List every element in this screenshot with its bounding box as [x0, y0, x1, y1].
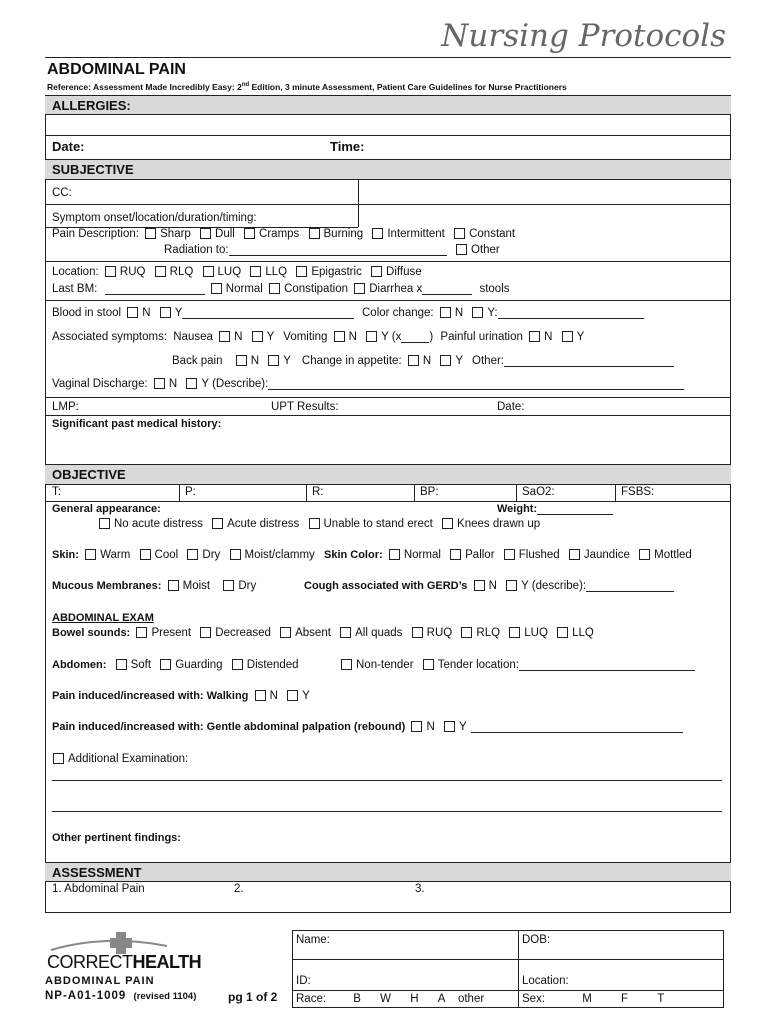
dull-checkbox[interactable] — [200, 228, 211, 239]
mucous-row — [52, 580, 256, 592]
walking-n-checkbox[interactable] — [255, 690, 266, 701]
appetite-n-checkbox[interactable] — [408, 355, 419, 366]
patient-name-label[interactable]: Name: — [296, 934, 330, 946]
onset-label: Symptom onset/location/duration/timing: — [52, 212, 257, 224]
tender-location-checkbox[interactable] — [423, 659, 434, 670]
decreased-label: Decreased — [215, 627, 271, 639]
cc-label: CC: — [52, 187, 72, 199]
reference — [47, 82, 567, 92]
luq-checkbox[interactable] — [203, 266, 214, 277]
walking-y-label: Y — [302, 690, 310, 702]
assessment-item-1: 1. Abdominal Pain — [52, 883, 145, 895]
patient-box-rule-2 — [292, 990, 724, 991]
vitals-rule — [45, 501, 731, 502]
absent-label: Absent — [295, 627, 331, 639]
nausea-n-checkbox[interactable] — [219, 331, 230, 342]
tender-location-label: Tender location: — [437, 659, 519, 671]
stools-label: stools — [479, 283, 510, 295]
upt-label: UPT Results: — [271, 401, 339, 413]
patient-location-label[interactable]: Location: — [522, 975, 569, 987]
back-pain-row — [172, 355, 674, 367]
weight-row — [497, 503, 613, 515]
all-quads-checkbox[interactable] — [340, 627, 351, 638]
nausea-label: Nausea — [173, 331, 213, 343]
race-w[interactable]: W — [380, 993, 391, 1005]
sex-row — [522, 993, 664, 1005]
appetite-other-label: Other: — [472, 355, 505, 367]
appetite-other-field[interactable] — [504, 366, 674, 367]
back-y-label: Y — [283, 355, 291, 367]
time-label: Time: — [330, 139, 365, 154]
vital-divider-2 — [306, 485, 307, 501]
tender-location-field[interactable] — [519, 670, 695, 671]
vital-fsbs: FSBS: — [621, 486, 655, 498]
palpation-row — [52, 721, 683, 733]
diarrhea-label: Diarrhea x — [369, 283, 423, 295]
subjective-title: SUBJECTIVE — [52, 162, 134, 177]
location-row — [52, 266, 422, 278]
palpation-field[interactable] — [471, 732, 683, 733]
blood-stool-row — [52, 307, 354, 319]
dry-skin-label: Dry — [202, 549, 221, 561]
reference-sup: nd — [241, 82, 250, 89]
unable-stand-checkbox[interactable] — [309, 518, 320, 529]
absent-checkbox[interactable] — [280, 627, 291, 638]
diarrhea-checkbox[interactable] — [354, 283, 365, 294]
blood-n-label: N — [142, 307, 151, 319]
epigastric-label: Epigastric — [311, 266, 362, 278]
walking-row — [52, 690, 310, 702]
vaginal-rule — [45, 397, 731, 398]
sex-f[interactable]: F — [621, 993, 629, 1005]
race-other[interactable]: other — [457, 993, 485, 1005]
last-bm-row — [52, 283, 510, 295]
constipation-label: Constipation — [284, 283, 348, 295]
walking-y-checkbox[interactable] — [287, 690, 298, 701]
palpation-n-label: N — [426, 721, 435, 733]
assessment-header — [45, 862, 731, 882]
diffuse-label: Diffuse — [386, 266, 422, 278]
blood-y-field[interactable] — [182, 318, 354, 319]
rlq-checkbox[interactable] — [155, 266, 166, 277]
footer-doc-code: NP-A01-1009 — [45, 990, 127, 1002]
vaginal-y-checkbox[interactable] — [186, 378, 197, 389]
back-pain-label: Back pain — [172, 355, 223, 367]
vital-divider-4 — [516, 485, 517, 501]
vaginal-label: Vaginal Discharge: — [52, 378, 148, 390]
cool-checkbox[interactable] — [140, 549, 151, 560]
bowel-label: Bowel sounds: — [52, 627, 131, 639]
palpation-y-checkbox[interactable] — [444, 721, 455, 732]
epigastric-checkbox[interactable] — [296, 266, 307, 277]
moist-mucous-label: Moist — [182, 580, 211, 592]
present-label: Present — [151, 627, 192, 639]
bowel-row — [52, 627, 594, 639]
decreased-checkbox[interactable] — [200, 627, 211, 638]
distended-label: Distended — [246, 659, 299, 671]
color-n-checkbox[interactable] — [440, 307, 451, 318]
assessment-item-3: 3. — [415, 883, 425, 895]
flushed-label: Flushed — [518, 549, 560, 561]
urination-y-checkbox[interactable] — [562, 331, 573, 342]
back-n-label: N — [250, 355, 260, 367]
back-n-checkbox[interactable] — [236, 355, 247, 366]
knees-drawn-label: Knees drawn up — [457, 518, 541, 530]
unable-stand-label: Unable to stand erect — [323, 518, 433, 530]
intermittent-checkbox[interactable] — [372, 228, 383, 239]
associated-row — [52, 331, 584, 343]
footer-page: pg 1 of 2 — [228, 990, 278, 1004]
assessment-item-2: 2. — [234, 883, 244, 895]
last-bm-label: Last BM: — [52, 283, 98, 295]
normal-bm-label: Normal — [225, 283, 263, 295]
blood-n-checkbox[interactable] — [127, 307, 138, 318]
cough-n-checkbox[interactable] — [474, 580, 485, 591]
associated-label: Associated symptoms: — [52, 331, 168, 343]
jaundice-label: Jaundice — [583, 549, 630, 561]
cough-label: Cough associated with GERD’s — [304, 580, 468, 592]
pallor-label: Pallor — [465, 549, 495, 561]
other-findings-label: Other pertinent findings: — [52, 832, 181, 844]
vital-bp: BP: — [420, 486, 439, 498]
allergies-header — [45, 95, 731, 115]
radiation-field[interactable] — [229, 255, 447, 256]
mottled-label: Mottled — [654, 549, 692, 561]
vaginal-describe-field[interactable] — [268, 389, 684, 390]
vital-t: T: — [52, 486, 61, 498]
sharp-checkbox[interactable] — [145, 228, 156, 239]
knees-drawn-checkbox[interactable] — [442, 518, 453, 529]
skin-label: Skin: — [52, 549, 79, 561]
bowel-luq-label: LUQ — [524, 627, 548, 639]
additional-line-1[interactable] — [52, 780, 722, 781]
acute-distress-checkbox[interactable] — [212, 518, 223, 529]
moist-clammy-label: Moist/clammy — [244, 549, 315, 561]
luq-label: LUQ — [217, 266, 242, 278]
jaundice-checkbox[interactable] — [569, 549, 580, 560]
color-y-checkbox[interactable] — [472, 307, 483, 318]
bowel-llq-checkbox[interactable] — [557, 627, 568, 638]
non-tender-label: Non-tender — [356, 659, 414, 671]
abdominal-exam-title: ABDOMINAL EXAM — [52, 612, 154, 624]
dry-mucous-label: Dry — [238, 580, 257, 592]
weight-label: Weight: — [497, 503, 538, 515]
cough-n-label: N — [488, 580, 497, 592]
general-appearance-label: General appearance: — [52, 503, 161, 515]
blood-stool-label: Blood in stool — [52, 307, 122, 319]
walking-n-label: N — [269, 690, 278, 702]
brand-title: Nursing Protocols — [441, 18, 726, 54]
normal-color-checkbox[interactable] — [389, 549, 400, 560]
skin-color-label: Skin Color: — [323, 549, 383, 561]
acute-distress-label: Acute distress — [227, 518, 300, 530]
vaginal-n-label: N — [168, 378, 178, 390]
patient-dob-label[interactable]: DOB: — [522, 934, 551, 946]
reference-post: Edition, 3 minute Assessment, Patient Care Guidelines for Nurse Practitioners — [249, 82, 567, 92]
no-acute-distress-checkbox[interactable] — [99, 518, 110, 529]
race-h[interactable]: H — [410, 993, 419, 1005]
objective-header — [45, 464, 731, 485]
race-a[interactable]: A — [437, 993, 445, 1005]
urination-y-label: Y — [576, 331, 585, 343]
header-rule — [45, 57, 731, 58]
pallor-checkbox[interactable] — [450, 549, 461, 560]
appetite-label: Change in appetite: — [301, 355, 402, 367]
vaginal-row — [52, 378, 684, 390]
patient-box-divider — [518, 930, 519, 1008]
color-n-label: N — [454, 307, 464, 319]
moist-clammy-checkbox[interactable] — [230, 549, 241, 560]
walking-label: Pain induced/increased with: Walking — [52, 690, 249, 702]
vital-divider-5 — [615, 485, 616, 501]
location-label: Location: — [52, 266, 99, 278]
other-label: Other — [471, 244, 500, 256]
patient-id-label[interactable]: ID: — [296, 975, 311, 987]
cough-row — [304, 580, 674, 592]
constant-checkbox[interactable] — [454, 228, 465, 239]
vomiting-y-label: Y (x — [381, 331, 402, 343]
vital-sao2: SaO2: — [522, 486, 555, 498]
assessment-title: ASSESSMENT — [52, 865, 142, 880]
guarding-label: Guarding — [175, 659, 223, 671]
diffuse-checkbox[interactable] — [371, 266, 382, 277]
cool-label: Cool — [154, 549, 179, 561]
logo-text — [47, 952, 201, 973]
bowel-llq-label: LLQ — [572, 627, 594, 639]
pain-rule — [45, 261, 731, 262]
skin-row — [52, 549, 692, 561]
color-y-field[interactable] — [498, 318, 644, 319]
last-bm-field[interactable] — [105, 294, 205, 295]
bowel-rlq-checkbox[interactable] — [461, 627, 472, 638]
intermittent-label: Intermittent — [387, 228, 445, 240]
diarrhea-count-field[interactable] — [422, 294, 472, 295]
race-label: Race: — [296, 993, 327, 1005]
dry-skin-checkbox[interactable] — [187, 549, 198, 560]
vomiting-y-close: ) — [429, 331, 434, 343]
llq-checkbox[interactable] — [250, 266, 261, 277]
additional-line-2[interactable] — [52, 811, 722, 812]
llq-label: LLQ — [265, 266, 288, 278]
mucous-label: Mucous Membranes: — [52, 580, 162, 592]
cc-rule — [45, 204, 731, 205]
nausea-y-checkbox[interactable] — [252, 331, 263, 342]
footer-doc-name: ABDOMINAL PAIN — [45, 975, 155, 987]
normal-color-label: Normal — [403, 549, 441, 561]
nausea-y-label: Y — [266, 331, 275, 343]
lmp-label: LMP: — [52, 401, 79, 413]
non-tender-checkbox[interactable] — [341, 659, 352, 670]
burning-checkbox[interactable] — [309, 228, 320, 239]
allergies-rule — [45, 135, 731, 136]
vomiting-n-checkbox[interactable] — [334, 331, 345, 342]
bowel-ruq-label: RUQ — [426, 627, 453, 639]
upt-date-label: Date: — [497, 401, 525, 413]
vomiting-count-field[interactable] — [401, 342, 429, 343]
sex-t[interactable]: T — [657, 993, 665, 1005]
race-row — [296, 993, 484, 1005]
all-quads-label: All quads — [355, 627, 403, 639]
race-b[interactable]: B — [353, 993, 361, 1005]
tender-row — [338, 659, 695, 671]
vomiting-y-checkbox[interactable] — [366, 331, 377, 342]
appetite-n-label: N — [422, 355, 432, 367]
urination-label: Painful urination — [440, 331, 523, 343]
objective-title: OBJECTIVE — [52, 467, 126, 482]
radiation-label: Radiation to: — [164, 244, 229, 256]
radiation-row — [164, 244, 447, 256]
distended-checkbox[interactable] — [232, 659, 243, 670]
reference-pre: Reference: Assessment Made Incredibly Easy: 2 — [47, 82, 242, 92]
additional-row — [50, 753, 188, 765]
general-options-row — [96, 518, 540, 530]
vital-divider-1 — [179, 485, 180, 501]
ruq-label: RUQ — [119, 266, 146, 278]
doc-title: ABDOMINAL PAIN — [47, 61, 186, 78]
vaginal-n-checkbox[interactable] — [154, 378, 165, 389]
past-history-label: Significant past medical history: — [52, 418, 222, 430]
vaginal-y-label: Y (Describe): — [201, 378, 269, 390]
cough-y-label: Y (describe): — [521, 580, 587, 592]
logo-correct: CORRECT — [47, 952, 133, 972]
patient-box-rule-1 — [292, 959, 724, 960]
pain-desc-label: Pain Description: — [52, 228, 139, 240]
warm-label: Warm — [100, 549, 131, 561]
dry-mucous-checkbox[interactable] — [223, 580, 234, 591]
weight-field[interactable] — [537, 514, 613, 515]
cough-y-checkbox[interactable] — [506, 580, 517, 591]
mottled-checkbox[interactable] — [639, 549, 650, 560]
constipation-checkbox[interactable] — [269, 283, 280, 294]
constant-label: Constant — [469, 228, 516, 240]
palpation-label: Pain induced/increased with: Gentle abdominal palpation (rebound) — [52, 721, 406, 733]
flushed-checkbox[interactable] — [504, 549, 515, 560]
footer-doc-code-row — [45, 990, 196, 1002]
sex-m[interactable]: M — [582, 993, 592, 1005]
warm-checkbox[interactable] — [85, 549, 96, 560]
palpation-n-checkbox[interactable] — [411, 721, 422, 732]
bm-rule — [45, 300, 731, 301]
lmp-rule — [45, 415, 731, 416]
back-y-checkbox[interactable] — [268, 355, 279, 366]
date-label: Date: — [52, 139, 85, 154]
blood-y-checkbox[interactable] — [160, 307, 171, 318]
normal-bm-checkbox[interactable] — [211, 283, 222, 294]
subjective-header — [45, 159, 731, 180]
sharp-label: Sharp — [160, 228, 191, 240]
cramps-checkbox[interactable] — [244, 228, 255, 239]
pain-description-row — [52, 228, 515, 240]
other-checkbox[interactable] — [456, 244, 467, 255]
bowel-ruq-checkbox[interactable] — [412, 627, 423, 638]
vomiting-n-label: N — [348, 331, 357, 343]
moist-mucous-checkbox[interactable] — [168, 580, 179, 591]
footer-revised: (revised 1104) — [133, 991, 197, 1002]
allergies-label: ALLERGIES: — [52, 98, 131, 113]
bowel-rlq-label: RLQ — [476, 627, 501, 639]
color-change-label: Color change: — [362, 307, 434, 319]
burning-label: Burning — [323, 228, 364, 240]
color-y-label: Y: — [487, 307, 498, 319]
appetite-y-label: Y — [455, 355, 463, 367]
correcthealth-logo — [45, 932, 202, 972]
cough-describe-field[interactable] — [586, 591, 674, 592]
cramps-label: Cramps — [259, 228, 300, 240]
urination-n-label: N — [544, 331, 553, 343]
guarding-checkbox[interactable] — [160, 659, 171, 670]
vomiting-label: Vomiting — [283, 331, 328, 343]
no-acute-distress-label: No acute distress — [114, 518, 203, 530]
vital-r: R: — [312, 486, 324, 498]
soft-label: Soft — [130, 659, 152, 671]
vital-p: P: — [185, 486, 196, 498]
appetite-y-checkbox[interactable] — [440, 355, 451, 366]
palpation-y-label: Y — [458, 721, 467, 733]
vital-divider-3 — [414, 485, 415, 501]
additional-label: Additional Examination: — [68, 753, 189, 765]
nausea-n-label: N — [234, 331, 243, 343]
present-checkbox[interactable] — [136, 627, 147, 638]
bowel-luq-checkbox[interactable] — [509, 627, 520, 638]
urination-n-checkbox[interactable] — [529, 331, 540, 342]
dull-label: Dull — [215, 228, 235, 240]
blood-y-label: Y — [174, 307, 183, 319]
abdomen-row — [52, 659, 299, 671]
other-row — [453, 244, 500, 256]
logo-health: HEALTH — [132, 952, 202, 972]
ruq-checkbox[interactable] — [105, 266, 116, 277]
soft-checkbox[interactable] — [116, 659, 127, 670]
rlq-label: RLQ — [169, 266, 194, 278]
color-change-row — [362, 307, 644, 319]
abdomen-label: Abdomen: — [52, 659, 107, 671]
sex-label: Sex: — [522, 993, 546, 1005]
additional-checkbox[interactable] — [53, 753, 64, 764]
